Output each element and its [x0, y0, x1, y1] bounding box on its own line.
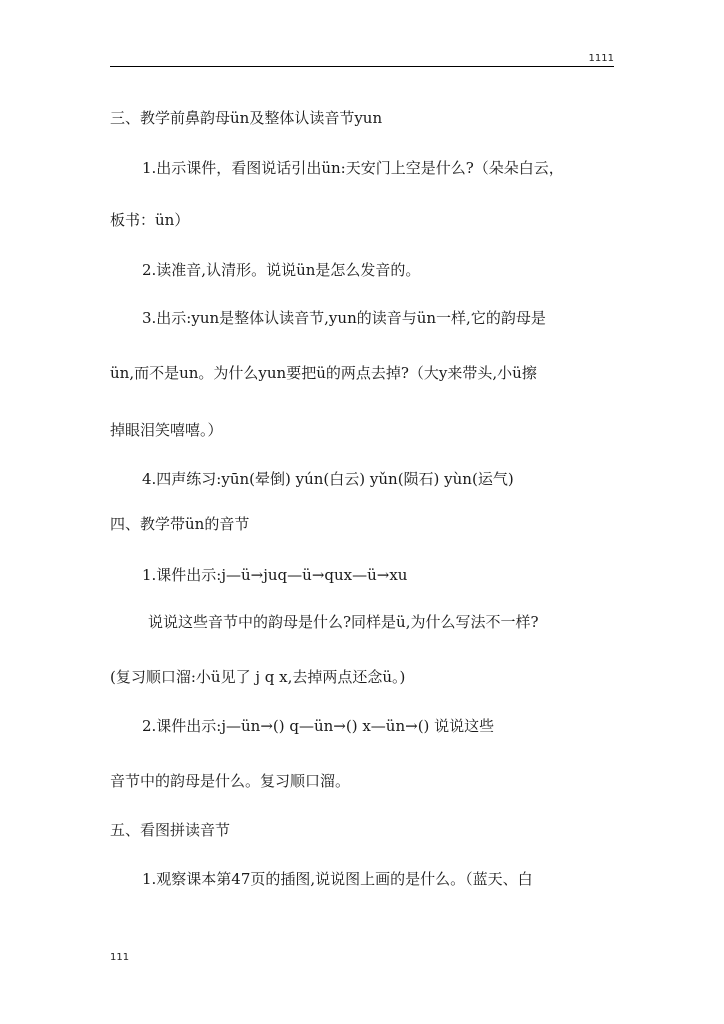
paragraph-line: 2.读准音,认清形。说说ün是怎么发音的。: [142, 261, 421, 279]
page-footer-number: 111: [110, 952, 130, 963]
paragraph-line: 3.出示:yun是整体认读音节,yun的读音与ün一样,它的韵母是: [142, 309, 546, 327]
paragraph-line: 板书：ün）: [110, 211, 190, 229]
paragraph-line: 1.观察课本第47页的插图,说说图上画的是什么。（蓝天、白: [142, 870, 533, 888]
paragraph-line: 掉眼泪笑嘻嘻。）: [110, 421, 223, 439]
section-heading-5: 五、看图拼读音节: [110, 821, 231, 839]
paragraph-line: 音节中的韵母是什么。复习顺口溜。: [110, 772, 351, 790]
page-header-number: 1111: [588, 53, 614, 64]
paragraph-line: 说说这些音节中的韵母是什么?同样是ü,为什么写法不一样?: [148, 613, 539, 631]
header-rule: [110, 66, 614, 67]
paragraph-line: (复习顺口溜:小ü见了 j q x,去掉两点还念ü。): [110, 668, 406, 686]
section-heading-4: 四、教学带ün的音节: [110, 515, 250, 533]
paragraph-line: 2.课件出示:j—ün→() q—ün→() x—ün→() 说说这些: [142, 717, 495, 735]
section-heading-3: 三、教学前鼻韵母ün及整体认读音节yun: [110, 109, 383, 127]
paragraph-line: 1.课件出示:j—ü→juq—ü→qux—ü→xu: [142, 566, 408, 584]
paragraph-line: ün,而不是un。为什么yun要把ü的两点去掉?（大y来带头,小ü擦: [110, 364, 537, 382]
paragraph-line: 1.出示课件，看图说话引出ün:天安门上空是什么?（朵朵白云，: [142, 159, 564, 177]
paragraph-line: 4.四声练习:yūn(晕倒) yún(白云) yǔn(陨石) yùn(运气): [142, 470, 514, 488]
